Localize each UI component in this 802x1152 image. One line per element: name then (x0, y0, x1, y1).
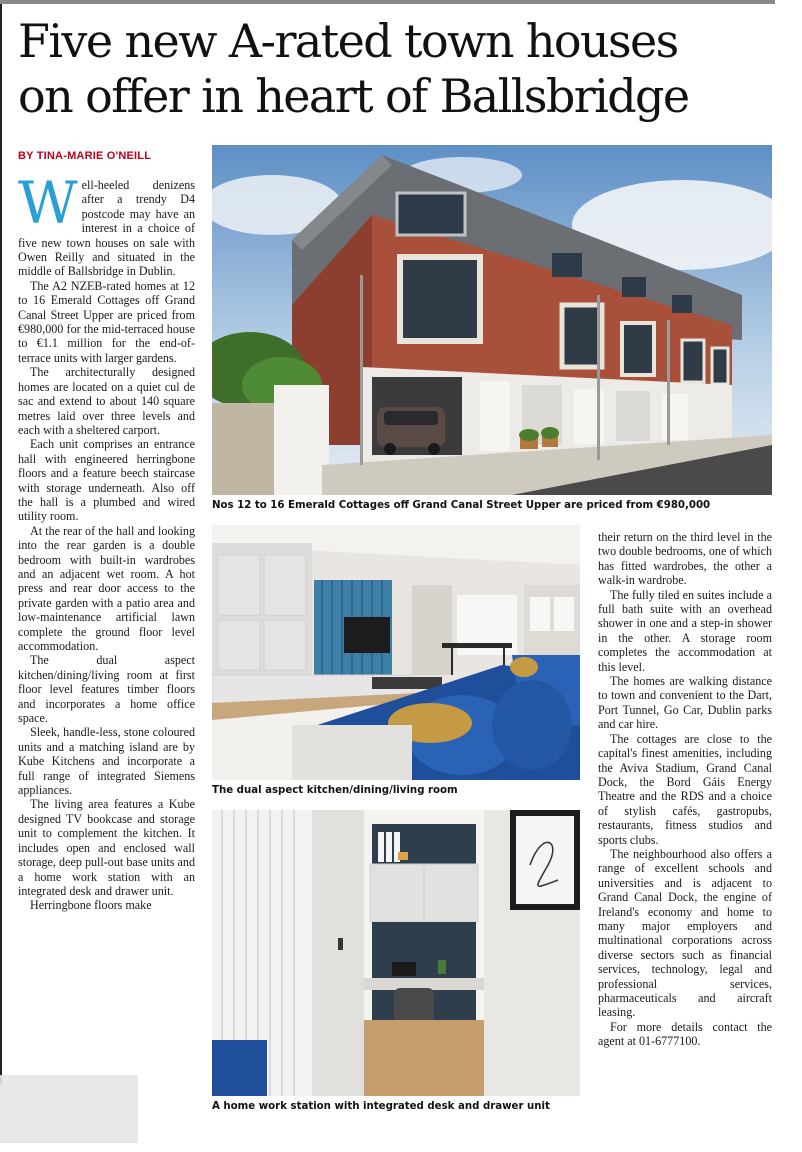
paragraph: The dual aspect kitchen/dining/living room at first floor level features timber floors and incorporates a home office space. (18, 653, 195, 726)
paragraph: their return on the third level in the two double bedrooms, one of which has fitted wardrobes, the other a walk-in wardrobe. (598, 530, 772, 588)
byline: BY TINA-MARIE O'NEILL (18, 150, 152, 162)
top-rule (0, 0, 775, 4)
headline-line-1: Five new A-rated town houses (18, 14, 678, 68)
living-room-photo (212, 525, 580, 780)
paragraph: Herringbone floors make (30, 898, 152, 913)
paragraph-intro-text: ell-heeled denizens after a trendy D4 postcode may have an interest in a choice of five new town houses on sale with Owen Reilly and situated in the middle of Ballsbridge in Dublin. (18, 178, 195, 279)
paragraph: The cottages are close to the capital's finest amenities, including the Aviva Stadium, Grand Canal Dock, the Bord Gáis Energy Theatre and the RDS and a choice of stylish cafés, gastropubs, restaurants, fitness studios and sports clubs. (598, 731, 772, 847)
left-rule (0, 4, 2, 1084)
workstation-illustration (212, 810, 580, 1096)
exterior-photo (212, 145, 772, 495)
workstation-photo (212, 810, 580, 1096)
headline-line-2: on offer in heart of Ballsbridge (18, 69, 689, 123)
caption-exterior: Nos 12 to 16 Emerald Cottages off Grand Canal Street Upper are priced from €980,000 (212, 500, 711, 511)
paragraph: Each unit comprises an entrance hall with engineered herringbone floors and a feature beech staircase with storage underneath. Also off the hall is a plumbed and wired utility room. (18, 437, 195, 524)
paragraph: At the rear of the hall and looking into the rear garden is a double bedroom with built-in wardrobes and an adjacent wet room. A hot press and rear door access to the private garden with a patio area and low-maintenance artificial lawn complete the ground floor level accommodation. (18, 523, 195, 653)
paragraph: The architecturally designed homes are located on a quiet cul de sac and extend to about 140 square metres laid over three levels and each with a sheltered carport. (18, 365, 195, 437)
article-column-left (18, 169, 195, 913)
paragraph-intro (18, 169, 195, 279)
paragraph: The living area features a Kube designed TV bookcase and storage unit to complement the kitchen. It includes open and enclosed wall storage, deep pull-out base units and a home work station with an integrated desk and drawer unit. (18, 797, 195, 898)
paragraph: Sleek, handle-less, stone coloured units and a matching island are by Kube Kitchens and incorporate a full range of integrated Siemens appliances. (18, 725, 195, 798)
caption-living-room: The dual aspect kitchen/dining/living room (212, 785, 458, 796)
exterior-illustration (212, 145, 772, 495)
living-room-illustration (212, 525, 580, 780)
paragraph: For more details contact the agent at 01-6777100. (598, 1019, 772, 1049)
article-column-right (598, 530, 772, 1049)
paragraph: The fully tiled en suites include a full bath suite with an overhead shower in one and a step-in shower in the other. A storage room completes the accommodation at this level. (598, 587, 772, 674)
paragraph: The homes are walking distance to town and convenient to the Dart, Port Tunnel, Go Car, Dublin parks and car hire. (598, 674, 772, 732)
paragraph: The neighbourhood also offers a range of excellent schools and universities and is adjacent to Grand Canal Dock, the engine of Ireland's economy and home to many major employers and multinational corporations across diverse sectors such as financial services, technology, legal and professional services, pharmaceuticals and aircraft leasing. (598, 846, 772, 1020)
paragraph: The A2 NZEB-rated homes at 12 to 16 Emerald Cottages off Grand Canal Street Upper are priced from €980,000 for the mid-terraced house to €1.1 million for the end-of-terrace units with larger gardens. (18, 278, 195, 365)
drop-cap: W (18, 169, 78, 237)
page-corner-shade (0, 1075, 138, 1143)
headline (18, 14, 778, 124)
caption-workstation: A home work station with integrated desk and drawer unit (212, 1101, 550, 1112)
